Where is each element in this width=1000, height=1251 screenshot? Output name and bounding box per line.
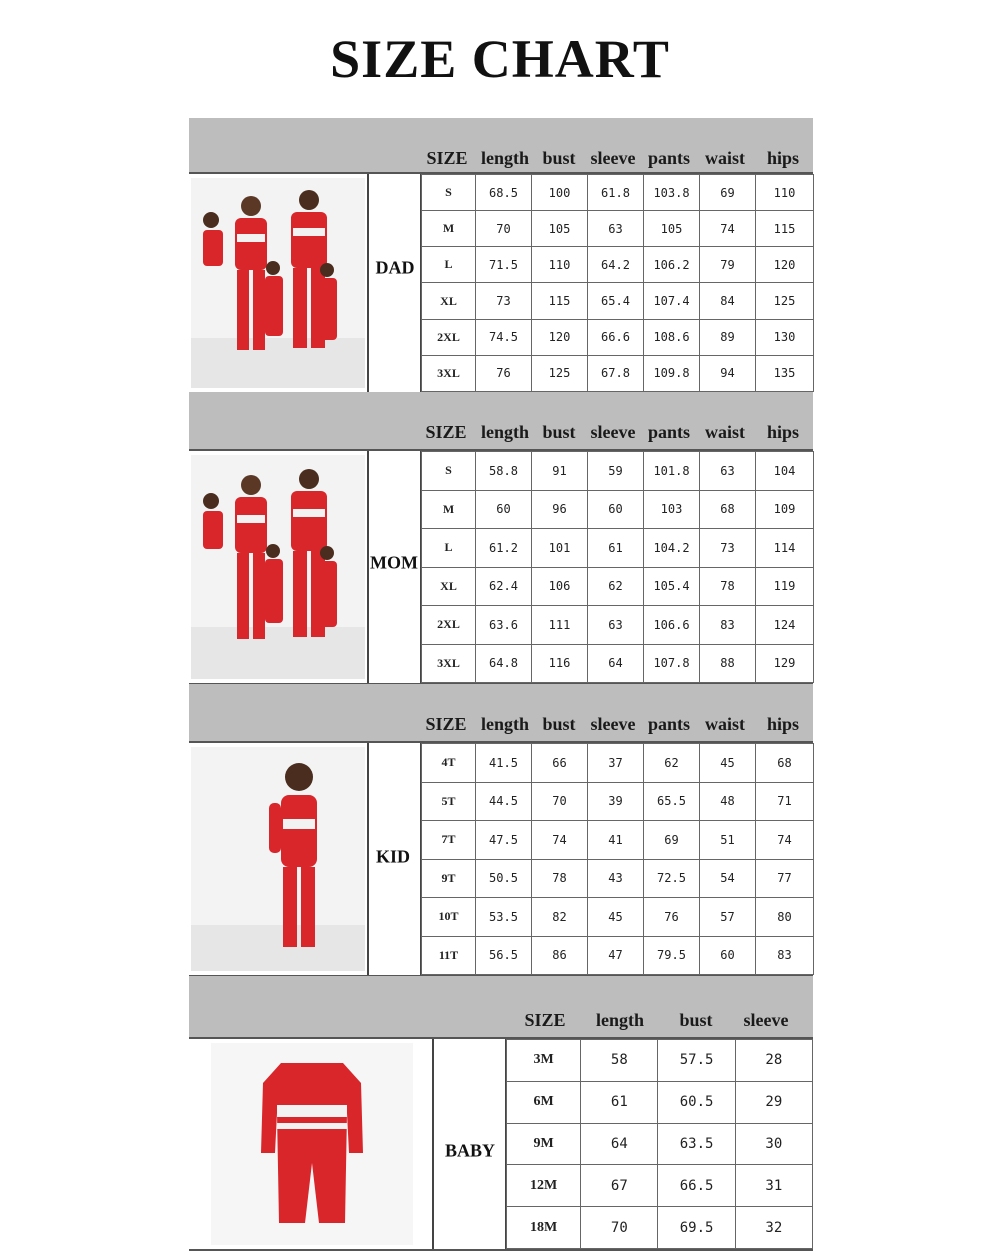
value-cell: 48	[700, 782, 756, 821]
value-cell: 45	[700, 744, 756, 783]
value-cell: 64.2	[588, 247, 644, 283]
table-row	[507, 1123, 813, 1165]
header-size: SIZE	[524, 1010, 566, 1030]
value-cell: 57.5	[658, 1040, 735, 1082]
value-cell: 110	[532, 247, 588, 283]
value-cell: 88	[700, 644, 756, 683]
table-row	[422, 283, 814, 319]
header-waist: waist	[705, 714, 745, 734]
value-cell: 101.8	[644, 452, 700, 491]
header-pants: pants	[647, 422, 691, 442]
value-cell: 74.5	[476, 319, 532, 355]
value-cell: 29	[735, 1081, 812, 1123]
value-cell: 119	[756, 567, 814, 606]
value-cell: 59	[588, 452, 644, 491]
value-cell: 70	[581, 1207, 658, 1249]
value-cell: 103.8	[644, 175, 700, 211]
row-group-label: BABY	[444, 1140, 496, 1161]
value-cell: 63	[588, 211, 644, 247]
value-cell: 71	[756, 782, 814, 821]
value-cell: 76	[476, 355, 532, 391]
value-cell: 107.4	[644, 283, 700, 319]
size-cell: S	[422, 452, 476, 491]
value-cell: 47	[588, 936, 644, 975]
kid-pajamas-illustration	[191, 747, 365, 971]
header-size: SIZE	[425, 422, 467, 442]
value-cell: 101	[532, 529, 588, 568]
header-waist: waist	[705, 422, 745, 442]
size-table	[421, 743, 814, 975]
table-row	[422, 211, 814, 247]
value-cell: 31	[735, 1165, 812, 1207]
value-cell: 60.5	[658, 1081, 735, 1123]
divider	[432, 1039, 434, 1249]
size-cell: 10T	[422, 898, 476, 937]
value-cell: 76	[644, 898, 700, 937]
value-cell: 105.4	[644, 567, 700, 606]
value-cell: 130	[756, 319, 814, 355]
table-row	[422, 319, 814, 355]
size-cell: 9M	[507, 1123, 581, 1165]
family-pajamas-illustration	[191, 178, 365, 388]
header-size: SIZE	[426, 148, 468, 168]
value-cell: 28	[735, 1040, 812, 1082]
table-row	[422, 936, 814, 975]
value-cell: 120	[756, 247, 814, 283]
size-cell: 7T	[422, 821, 476, 860]
baby-size-table	[506, 1039, 813, 1249]
value-cell: 51	[700, 821, 756, 860]
value-cell: 30	[735, 1123, 812, 1165]
value-cell: 109.8	[644, 355, 700, 391]
value-cell: 70	[532, 782, 588, 821]
value-cell: 109	[756, 490, 814, 529]
value-cell: 74	[700, 211, 756, 247]
header-length: length	[480, 714, 530, 734]
header-bust: bust	[542, 422, 576, 442]
value-cell: 45	[588, 898, 644, 937]
table-row	[422, 175, 814, 211]
value-cell: 64.8	[476, 644, 532, 683]
value-cell: 39	[588, 782, 644, 821]
size-cell: 3XL	[422, 355, 476, 391]
value-cell: 58.8	[476, 452, 532, 491]
value-cell: 67	[581, 1165, 658, 1207]
header-bust: bust	[542, 148, 576, 168]
value-cell: 79	[700, 247, 756, 283]
table-row	[422, 247, 814, 283]
value-cell: 91	[532, 452, 588, 491]
divider	[367, 743, 369, 975]
kid-section	[189, 684, 813, 974]
value-cell: 83	[756, 936, 814, 975]
value-cell: 62	[644, 744, 700, 783]
value-cell: 65.4	[588, 283, 644, 319]
size-cell: XL	[422, 567, 476, 606]
value-cell: 53.5	[476, 898, 532, 937]
value-cell: 115	[756, 211, 814, 247]
value-cell: 71.5	[476, 247, 532, 283]
value-cell: 66.5	[658, 1165, 735, 1207]
table-row	[422, 606, 814, 645]
value-cell: 54	[700, 859, 756, 898]
value-cell: 105	[532, 211, 588, 247]
size-cell: L	[422, 247, 476, 283]
header-pants: pants	[647, 148, 691, 168]
family-photo	[191, 178, 365, 388]
header-pants: pants	[647, 714, 691, 734]
size-cell: 12M	[507, 1165, 581, 1207]
table-row	[422, 452, 814, 491]
value-cell: 62.4	[476, 567, 532, 606]
value-cell: 73	[476, 283, 532, 319]
value-cell: 70	[476, 211, 532, 247]
divider	[367, 174, 369, 392]
header-length: length	[480, 148, 530, 168]
value-cell: 108.6	[644, 319, 700, 355]
value-cell: 64	[581, 1123, 658, 1165]
value-cell: 44.5	[476, 782, 532, 821]
value-cell: 61.8	[588, 175, 644, 211]
value-cell: 60	[700, 936, 756, 975]
table-row	[422, 490, 814, 529]
table-row	[422, 821, 814, 860]
value-cell: 125	[756, 283, 814, 319]
size-table	[421, 451, 814, 683]
value-cell: 104	[756, 452, 814, 491]
header-sleeve: sleeve	[590, 422, 636, 442]
size-table	[421, 174, 814, 392]
table-row	[422, 644, 814, 683]
value-cell: 100	[532, 175, 588, 211]
value-cell: 63.6	[476, 606, 532, 645]
value-cell: 110	[756, 175, 814, 211]
value-cell: 61.2	[476, 529, 532, 568]
value-cell: 103	[644, 490, 700, 529]
dad-body	[189, 172, 813, 394]
value-cell: 104.2	[644, 529, 700, 568]
value-cell: 43	[588, 859, 644, 898]
table-row	[507, 1081, 813, 1123]
value-cell: 41.5	[476, 744, 532, 783]
header-sleeve: sleeve	[590, 148, 636, 168]
table-row	[422, 529, 814, 568]
baby-header-band	[189, 976, 813, 1038]
size-cell: M	[422, 490, 476, 529]
size-cell: 5T	[422, 782, 476, 821]
table-row	[422, 782, 814, 821]
value-cell: 64	[588, 644, 644, 683]
value-cell: 73	[700, 529, 756, 568]
value-cell: 105	[644, 211, 700, 247]
value-cell: 79.5	[644, 936, 700, 975]
value-cell: 111	[532, 606, 588, 645]
size-cell: XL	[422, 283, 476, 319]
value-cell: 58	[581, 1040, 658, 1082]
value-cell: 69.5	[658, 1207, 735, 1249]
size-cell: 4T	[422, 744, 476, 783]
family-pajamas-illustration	[191, 455, 365, 679]
value-cell: 80	[756, 898, 814, 937]
value-cell: 66.6	[588, 319, 644, 355]
row-group-label: MOM	[370, 552, 418, 573]
value-cell: 61	[581, 1081, 658, 1123]
value-cell: 47.5	[476, 821, 532, 860]
value-cell: 74	[756, 821, 814, 860]
size-cell: 9T	[422, 859, 476, 898]
value-cell: 106	[532, 567, 588, 606]
value-cell: 74	[532, 821, 588, 860]
value-cell: 106.2	[644, 247, 700, 283]
size-cell: 3XL	[422, 644, 476, 683]
value-cell: 56.5	[476, 936, 532, 975]
value-cell: 60	[588, 490, 644, 529]
header-length: length	[480, 422, 530, 442]
value-cell: 60	[476, 490, 532, 529]
page-title: SIZE CHART	[330, 29, 670, 89]
size-cell: 2XL	[422, 606, 476, 645]
value-cell: 68	[700, 490, 756, 529]
header-sleeve: sleeve	[590, 714, 636, 734]
value-cell: 125	[532, 355, 588, 391]
value-cell: 107.8	[644, 644, 700, 683]
table-row	[507, 1207, 813, 1249]
baby-romper-photo	[211, 1043, 413, 1245]
baby-body	[189, 1037, 813, 1251]
size-cell: 6M	[507, 1081, 581, 1123]
header-waist: waist	[705, 148, 745, 168]
value-cell: 66	[532, 744, 588, 783]
value-cell: 82	[532, 898, 588, 937]
value-cell: 78	[532, 859, 588, 898]
table-row	[507, 1040, 813, 1082]
mom-body	[189, 449, 813, 685]
dad-section	[189, 118, 813, 392]
value-cell: 62	[588, 567, 644, 606]
value-cell: 63.5	[658, 1123, 735, 1165]
value-cell: 37	[588, 744, 644, 783]
size-cell: 2XL	[422, 319, 476, 355]
value-cell: 63	[700, 452, 756, 491]
header-hips: hips	[766, 714, 800, 734]
value-cell: 50.5	[476, 859, 532, 898]
value-cell: 68.5	[476, 175, 532, 211]
size-cell: 18M	[507, 1207, 581, 1249]
header-bust: bust	[542, 714, 576, 734]
size-cell: M	[422, 211, 476, 247]
table-row	[422, 355, 814, 391]
table-row	[422, 567, 814, 606]
value-cell: 32	[735, 1207, 812, 1249]
family-photo	[191, 455, 365, 679]
value-cell: 89	[700, 319, 756, 355]
value-cell: 69	[644, 821, 700, 860]
value-cell: 77	[756, 859, 814, 898]
value-cell: 72.5	[644, 859, 700, 898]
value-cell: 86	[532, 936, 588, 975]
value-cell: 65.5	[644, 782, 700, 821]
value-cell: 84	[700, 283, 756, 319]
header-hips: hips	[766, 148, 800, 168]
value-cell: 135	[756, 355, 814, 391]
baby-romper-illustration	[211, 1043, 413, 1245]
value-cell: 57	[700, 898, 756, 937]
size-cell: 3M	[507, 1040, 581, 1082]
value-cell: 94	[700, 355, 756, 391]
value-cell: 116	[532, 644, 588, 683]
value-cell: 106.6	[644, 606, 700, 645]
value-cell: 124	[756, 606, 814, 645]
kid-body	[189, 741, 813, 977]
size-cell: S	[422, 175, 476, 211]
baby-section	[189, 976, 813, 1250]
mom-section	[189, 392, 813, 684]
table-row	[507, 1165, 813, 1207]
value-cell: 96	[532, 490, 588, 529]
header-sleeve: sleeve	[743, 1010, 789, 1030]
row-group-label: KID	[375, 846, 411, 867]
value-cell: 129	[756, 644, 814, 683]
table-row	[422, 744, 814, 783]
kid-photo	[191, 747, 365, 971]
value-cell: 120	[532, 319, 588, 355]
row-group-label: DAD	[375, 257, 415, 278]
table-row	[422, 859, 814, 898]
header-size: SIZE	[425, 714, 467, 734]
table-row	[422, 898, 814, 937]
header-length: length	[595, 1010, 645, 1030]
value-cell: 63	[588, 606, 644, 645]
header-bust: bust	[679, 1010, 713, 1030]
size-cell: L	[422, 529, 476, 568]
value-cell: 61	[588, 529, 644, 568]
value-cell: 68	[756, 744, 814, 783]
value-cell: 83	[700, 606, 756, 645]
value-cell: 115	[532, 283, 588, 319]
value-cell: 114	[756, 529, 814, 568]
value-cell: 78	[700, 567, 756, 606]
header-hips: hips	[766, 422, 800, 442]
value-cell: 67.8	[588, 355, 644, 391]
divider	[367, 451, 369, 683]
size-cell: 11T	[422, 936, 476, 975]
value-cell: 41	[588, 821, 644, 860]
value-cell: 69	[700, 175, 756, 211]
